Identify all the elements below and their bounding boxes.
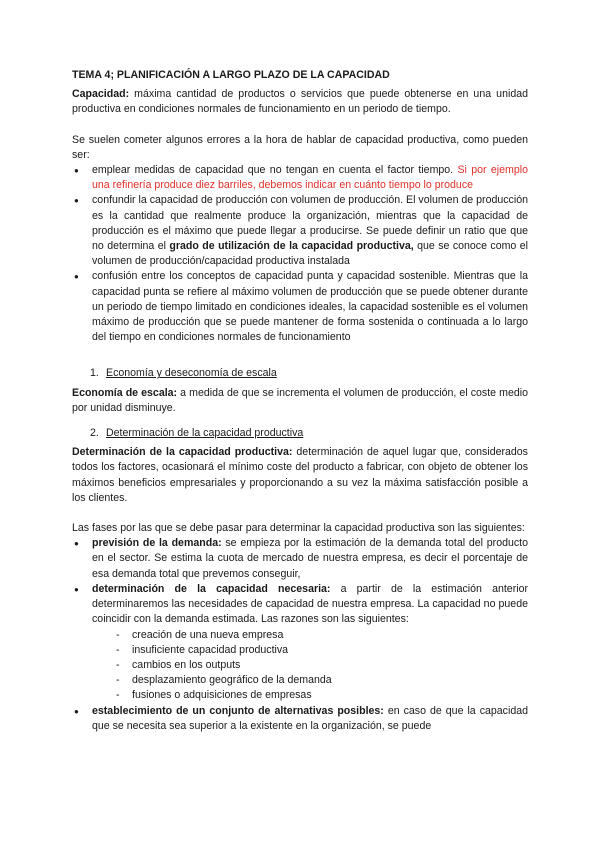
fases-list (72, 536, 528, 734)
economia-escala-term: Economía de escala: (72, 386, 178, 399)
list-item (72, 269, 528, 345)
razon-item: - insuficiente capacidad productiva (116, 643, 528, 658)
fase-3-text: en caso de que la capacidad que se necesita sea superior a la existente en la organización, se puede (92, 704, 528, 732)
economia-escala-def: a medida de que se incrementa el volumen de producción, el coste medio por unidad disminuye. (72, 386, 528, 414)
razones-list (92, 628, 528, 704)
list-item (72, 704, 528, 734)
capacidad-term: Capacidad: (72, 88, 130, 101)
section-2-number: 2. (90, 427, 99, 440)
document-page (72, 68, 528, 734)
error-2-text: confundir la capacidad de producción con volumen de producción. El volumen de producción es la cantidad que realmente produce la organización, mientras que la capacidad de producción es el máximo que puede llegar a producirse. Se puede definir un ratio que que no determina el (92, 194, 528, 253)
capacidad-def: máxima cantidad de productos o servicios que puede obtenerse en una unidad productiva en condiciones normales de funcionamiento en un periodo de tiempo. (72, 88, 528, 116)
error-3-text: confusión entre los conceptos de capacidad punta y capacidad sostenible. Mientras que la capacidad punta se refiere al máximo volumen de producción que se puede obtener durante un periodo de tiempo limitado en condiciones ideales, la capacidad sostenible es el volumen máximo de producción que se puede mantener de forma sostenida o continuada a lo largo del tiempo en condiciones normales de funcionamiento (92, 270, 528, 344)
razon-item: - cambios en los outputs (116, 658, 528, 673)
error-1-example: Si por ejemplo una refinería produce diez barriles, debemos indicar en cuánto tiempo lo produce (92, 164, 528, 192)
errores-list (72, 163, 528, 345)
section-2-title: Determinación de la capacidad productiva (106, 427, 304, 440)
list-item (72, 536, 528, 582)
error-1-text: emplear medidas de capacidad que no tengan en cuenta el factor tiempo. (92, 164, 458, 177)
fase-1-bold: previsión de la demanda: (92, 537, 222, 550)
razon-item: - fusiones o adquisiciones de empresas (116, 688, 528, 703)
list-item (72, 193, 528, 269)
fases-intro: Las fases por las que se debe pasar para determinar la capacidad productiva son las siguientes: (72, 522, 525, 535)
fase-1-text: se empieza por la estimación de la demanda total del producto en el sector. Se estima la cuota de mercado de nuestra empresa, es decir el porcentaje de esa demanda total que prevemos conseguir, (92, 537, 529, 580)
section-1-title: Economía y deseconomía de escala (106, 367, 277, 380)
fase-3-bold: establecimiento de un conjunto de alternativas posibles: (92, 704, 384, 717)
razon-item: - desplazamiento geográfico de la demanda (116, 673, 528, 688)
error-2-tail: que se conoce como el volumen de producción/capacidad productiva instalada (92, 240, 528, 268)
section-2-heading (72, 426, 528, 441)
section-1-heading (72, 366, 528, 381)
determinacion-definition (72, 445, 528, 506)
capacidad-definition (72, 87, 528, 117)
errores-intro: Se suelen cometer algunos errores a la hora de hablar de capacidad productiva, como pueden ser: (72, 133, 528, 161)
error-2-bold: grado de utilización de la capacidad productiva, (169, 240, 414, 253)
list-item (72, 582, 528, 704)
list-item (72, 163, 528, 193)
page-title: TEMA 4; PLANIFICACIÓN A LARGO PLAZO DE LA CAPACIDAD (72, 69, 390, 81)
economia-escala-definition (72, 386, 528, 416)
determinacion-term: Determinación de la capacidad productiva: (72, 446, 293, 459)
fase-2-bold: determinación de la capacidad necesaria: (92, 582, 331, 595)
fase-2-text: a partir de la estimación anterior determinaremos las necesidades de capacidad de nuestra empresa. La capacidad no puede coincidir con la demanda estimada. Las razones son las siguientes: (92, 582, 528, 626)
razon-item: - creación de una nueva empresa (116, 628, 528, 643)
determinacion-def: determinación de aquel lugar que, considerados todos los factores, ocasionará el mínimo coste del producto a fabricar, con objeto de obtener los máximos beneficios empresariales y proporcionando a su vez la máxima satisfacción posible a los clientes. (72, 446, 528, 504)
section-1-number: 1. (90, 367, 99, 380)
